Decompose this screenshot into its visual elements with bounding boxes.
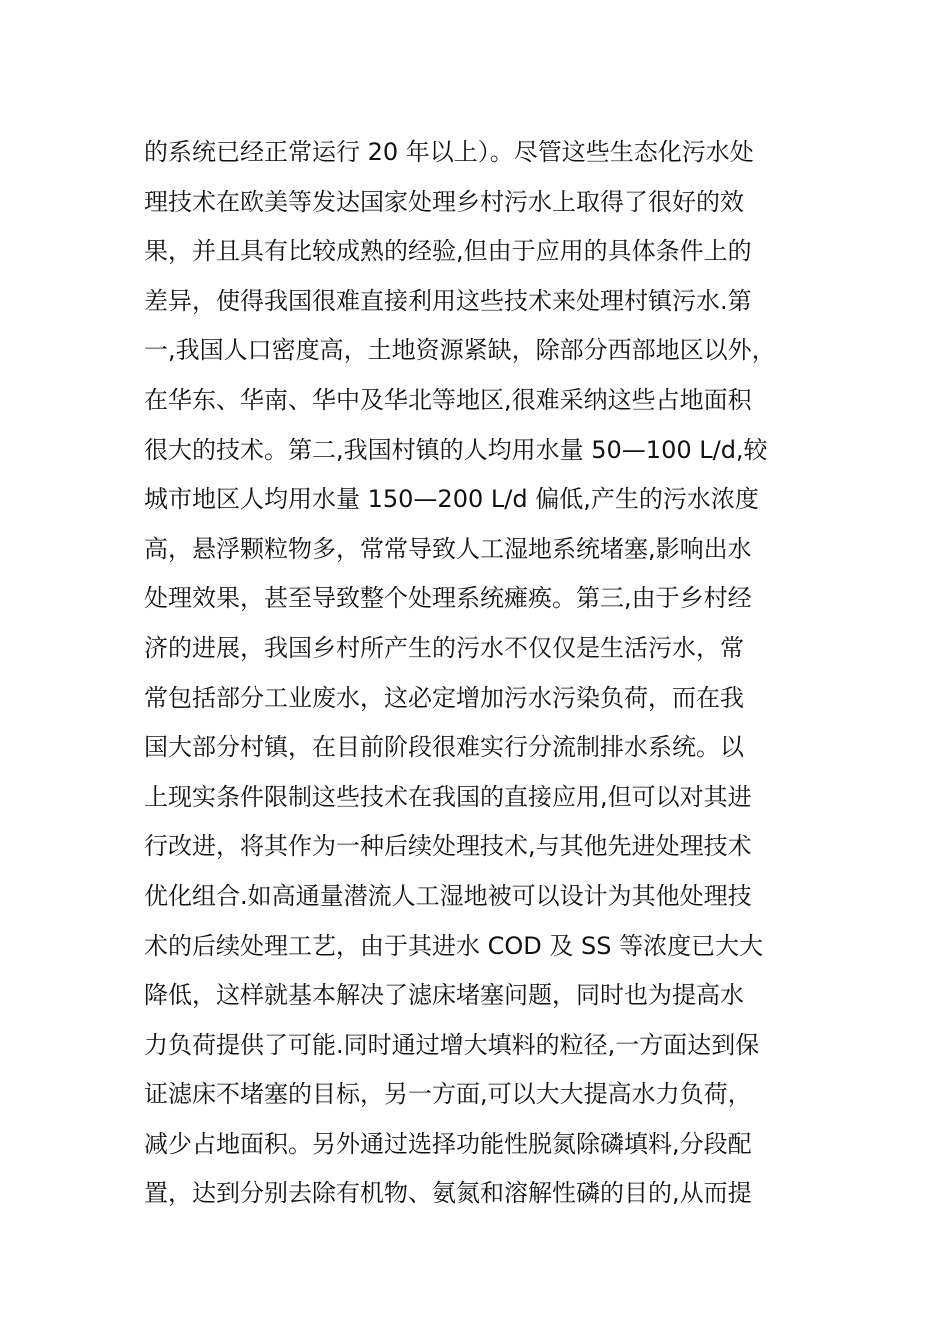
body-paragraph xyxy=(144,128,824,1219)
paragraph-line-18: 降低，这样就基本解决了滤床堵塞问题，同时也为提高水 xyxy=(144,981,744,1010)
paragraph-line-1: 的系统已经正常运行 20 年以上）。尽管这些生态化污水处 xyxy=(144,138,754,166)
paragraph-line-14: 上现实条件限制这些技术在我国的直接应用,但可以对其进 xyxy=(144,782,752,811)
paragraph-line-7: 很大的技术。第二,我国村镇的人均用水量 50—100 L/d,较 xyxy=(144,435,768,464)
paragraph-line-6: 在华东、华南、华中及华北等地区,很难采纳这些占地面积 xyxy=(144,385,752,414)
paragraph-line-15: 行改进，将其作为一种后续处理技术,与其他先进处理技术 xyxy=(144,832,752,861)
paragraph-line-5: 一,我国人口密度高，土地资源紧缺，除部分西部地区以外， xyxy=(144,336,776,365)
paragraph-line-20: 证滤床不堵塞的目标，另一方面,可以大大提高水力负荷， xyxy=(144,1080,752,1109)
paragraph-line-19: 力负荷提供了可能.同时通过增大填料的粒径,一方面达到保 xyxy=(144,1030,760,1059)
paragraph-line-17: 术的后续处理工艺，由于其进水 COD 及 SS 等浓度已大大 xyxy=(144,931,764,960)
paragraph-line-10: 处理效果，甚至导致整个处理系统瘫痪。第三,由于乡村经 xyxy=(144,584,752,613)
paragraph-line-21: 减少占地面积。另外通过选择功能性脱氮除磷填料,分段配 xyxy=(144,1129,752,1158)
paragraph-line-12: 常包括部分工业废水，这必定增加污水污染负荷，而在我 xyxy=(144,683,744,712)
paragraph-line-8: 城市地区人均用水量 150—200 L/d 偏低,产生的污水浓度 xyxy=(144,485,759,514)
paragraph-line-9: 高，悬浮颗粒物多，常常导致人工湿地系统堵塞,影响出水 xyxy=(144,534,752,563)
paragraph-line-13: 国大部分村镇，在目前阶段很难实行分流制排水系统。以 xyxy=(144,733,744,762)
paragraph-line-22: 置，达到分别去除有机物、氨氮和溶解性磷的目的,从而提 xyxy=(144,1179,752,1208)
paragraph-line-16: 优化组合.如高通量潜流人工湿地被可以设计为其他处理技 xyxy=(144,881,752,910)
paragraph-line-11: 济的进展，我国乡村所产生的污水不仅仅是生活污水，常 xyxy=(144,633,744,662)
paragraph-line-4: 差异，使得我国很难直接利用这些技术来处理村镇污水.第 xyxy=(144,286,752,315)
paragraph-line-2: 理技术在欧美等发达国家处理乡村污水上取得了很好的效 xyxy=(144,187,744,216)
paragraph-line-3: 果，并且具有比较成熟的经验,但由于应用的具体条件上的 xyxy=(144,237,752,266)
